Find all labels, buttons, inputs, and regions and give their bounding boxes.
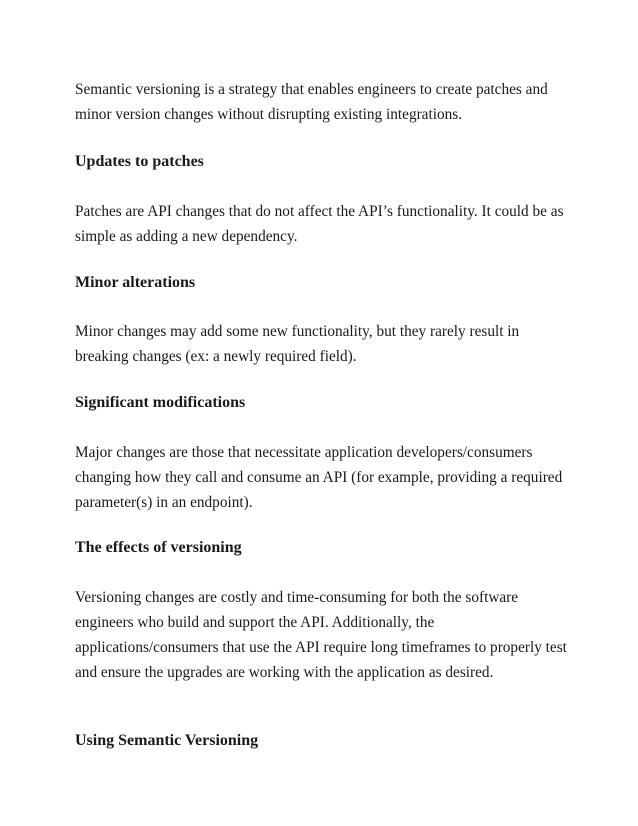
- heading-effects-of-versioning: The effects of versioning: [75, 539, 242, 556]
- heading-minor-alterations: Minor alterations: [75, 274, 196, 291]
- heading-using-semantic-versioning: Using Semantic Versioning: [75, 732, 259, 749]
- paragraph-significant-modifications: Major changes are those that necessitate application developers/consumers changing how they call and consume an API (for example, providing a required parameter(s) in an endpoint).: [75, 444, 563, 511]
- heading-updates-to-patches: Updates to patches: [75, 153, 204, 170]
- paragraph-effects-of-versioning: Versioning changes are costly and time-consuming for both the software engineers who build and support the API. Additionally, the applications/consumers that use the API require long timeframes to properly test and ensure the upgrades are working with the application as desired.: [75, 589, 567, 681]
- paragraph-minor-alterations: Minor changes may add some new functionality, but they rarely result in breaking changes (ex: a newly required field).: [75, 323, 520, 365]
- heading-significant-modifications: Significant modifications: [75, 394, 246, 411]
- paragraph-updates-to-patches: Patches are API changes that do not affect the API’s functionality. It could be as simple as adding a new dependency.: [75, 203, 564, 245]
- intro-paragraph: Semantic versioning is a strategy that enables engineers to create patches and minor version changes without disrupting existing integrations.: [75, 81, 548, 123]
